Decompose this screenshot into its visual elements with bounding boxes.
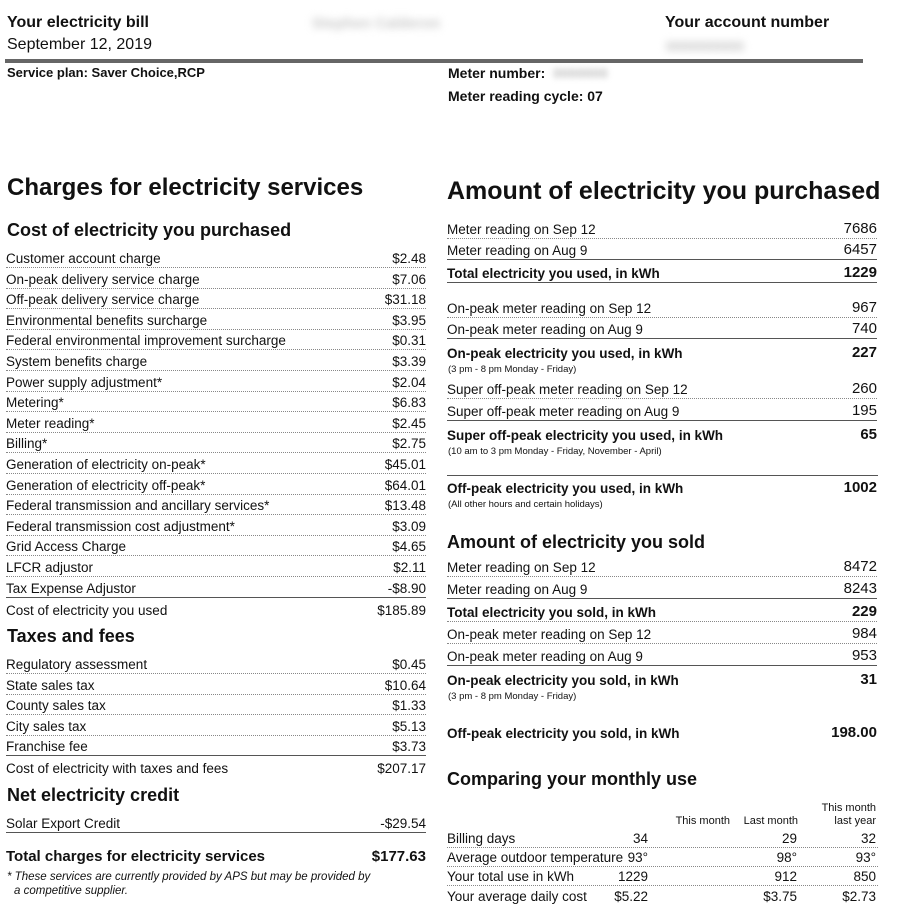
col-this-month-last-year: This month last year bbox=[821, 802, 876, 827]
purchased-row: On-peak meter reading on Sep 12 967 bbox=[447, 299, 877, 316]
cost-row: Federal environmental improvement surcharge $0.31 bbox=[6, 329, 426, 350]
purchased-title: Amount of electricity you purchased bbox=[447, 177, 881, 205]
meter-number-redacted: 0000000 bbox=[553, 65, 608, 81]
cost-row: Tax Expense Adjustor -$8.90 bbox=[6, 577, 426, 598]
bill-title: Your electricity bill bbox=[7, 14, 149, 31]
cost-row: Customer account charge $2.48 bbox=[6, 247, 426, 268]
tax-row: City sales tax $5.13 bbox=[6, 715, 426, 736]
purchased-onpeak-row: On-peak electricity you used, in kWh 227 bbox=[447, 344, 877, 361]
cost-row: Grid Access Charge $4.65 bbox=[6, 535, 426, 556]
footnote: * These services are currently provided by APS but may be provided by a competitive supplier. bbox=[7, 871, 371, 897]
cost-row: Generation of electricity off-peak* $64.01 bbox=[6, 474, 426, 495]
cost-purchased-title: Cost of electricity you purchased bbox=[7, 220, 292, 240]
tax-row: State sales tax $10.64 bbox=[6, 674, 426, 695]
bill-date: September 12, 2019 bbox=[7, 36, 152, 53]
cost-row: Power supply adjustment* $2.04 bbox=[6, 371, 426, 392]
tax-total-row: Cost of electricity with taxes and fees $207.17 bbox=[6, 760, 426, 776]
comparison-row: Your total use in kWh 1229 912 850 bbox=[447, 869, 876, 884]
tax-row: County sales tax $1.33 bbox=[6, 694, 426, 715]
sold-onpeak-row: On-peak electricity you sold, in kWh 31 bbox=[447, 671, 877, 688]
net-credit-title: Net electricity credit bbox=[7, 785, 180, 805]
cost-row: Federal transmission and ancillary services* $13.48 bbox=[6, 494, 426, 515]
purchased-row: Super off-peak meter reading on Sep 12 260 bbox=[447, 380, 877, 397]
cost-row: Federal transmission cost adjustment* $3.09 bbox=[6, 515, 426, 536]
comparison-title: Comparing your monthly use bbox=[447, 769, 698, 789]
sold-total-row: Total electricity you sold, in kWh 229 bbox=[447, 603, 877, 620]
sold-row: On-peak meter reading on Aug 9 953 bbox=[447, 647, 877, 664]
cost-row: Metering* $6.83 bbox=[6, 391, 426, 412]
comparison-row: Average outdoor temperature 93° 98° 93° bbox=[447, 850, 876, 865]
purchased-row: Super off-peak meter reading on Aug 9 195 bbox=[447, 402, 877, 419]
meter-reading-cycle: Meter reading cycle: 07 bbox=[448, 88, 603, 104]
purchased-total-row: Total electricity you used, in kWh 1229 bbox=[447, 264, 877, 281]
cost-row: Off-peak delivery service charge $31.18 bbox=[6, 288, 426, 309]
charges-title: Charges for electricity services bbox=[7, 174, 364, 201]
tax-row: Franchise fee $3.73 bbox=[6, 735, 426, 756]
cost-row: Generation of electricity on-peak* $45.01 bbox=[6, 453, 426, 474]
sold-title: Amount of electricity you sold bbox=[447, 532, 706, 552]
purchased-row: Meter reading on Aug 9 6457 bbox=[447, 241, 877, 258]
purchased-row: On-peak meter reading on Aug 9 740 bbox=[447, 320, 877, 337]
col-this-month: This month bbox=[675, 815, 730, 827]
sold-onpeak-hours-note: (3 pm - 8 pm Monday - Friday) bbox=[448, 691, 577, 702]
onpeak-hours-note: (3 pm - 8 pm Monday - Friday) bbox=[448, 364, 577, 375]
account-number-label: Your account number bbox=[665, 14, 830, 31]
cost-row: LFCR adjustor $2.11 bbox=[6, 556, 426, 577]
purchased-offpeak-row: Off-peak electricity you used, in kWh 1002 bbox=[447, 479, 877, 496]
customer-name-redacted: Stephen Calderon bbox=[312, 15, 441, 32]
purchased-superoffpeak-row: Super off-peak electricity you used, in kWh 65 bbox=[447, 426, 877, 443]
superoffpeak-hours-note: (10 am to 3 pm Monday - Friday, November - April) bbox=[448, 446, 662, 457]
cost-row: Environmental benefits surcharge $3.95 bbox=[6, 309, 426, 330]
sold-row: On-peak meter reading on Sep 12 984 bbox=[447, 625, 877, 642]
cost-total-row: Cost of electricity you used $185.89 bbox=[6, 602, 426, 618]
comparison-row: Your average daily cost $5.22 $3.75 $2.73 bbox=[447, 889, 876, 904]
cost-row: Billing* $2.75 bbox=[6, 432, 426, 453]
sold-row: Meter reading on Sep 12 8472 bbox=[447, 558, 877, 575]
sold-row: Meter reading on Aug 9 8243 bbox=[447, 580, 877, 597]
offpeak-hours-note: (All other hours and certain holidays) bbox=[448, 499, 603, 510]
sold-offpeak-row: Off-peak electricity you sold, in kWh 198.00 bbox=[447, 724, 877, 741]
col-last-month: Last month bbox=[743, 815, 798, 827]
solar-credit-row: Solar Export Credit -$29.54 bbox=[6, 811, 426, 833]
meter-number: Meter number: 0000000 bbox=[448, 65, 608, 81]
taxes-fees-title: Taxes and fees bbox=[7, 626, 135, 646]
account-number-redacted: 0000000000 bbox=[666, 38, 744, 54]
comparison-row: Billing days 34 29 32 bbox=[447, 831, 876, 846]
cost-row: System benefits charge $3.39 bbox=[6, 350, 426, 371]
cost-row: On-peak delivery service charge $7.06 bbox=[6, 268, 426, 289]
header-divider bbox=[5, 59, 863, 63]
tax-row: Regulatory assessment $0.45 bbox=[6, 653, 426, 674]
cost-row: Meter reading* $2.45 bbox=[6, 412, 426, 433]
purchased-row: Meter reading on Sep 12 7686 bbox=[447, 220, 877, 237]
service-plan: Service plan: Saver Choice,RCP bbox=[7, 65, 205, 80]
grand-total-row: Total charges for electricity services $177.63 bbox=[6, 848, 426, 865]
